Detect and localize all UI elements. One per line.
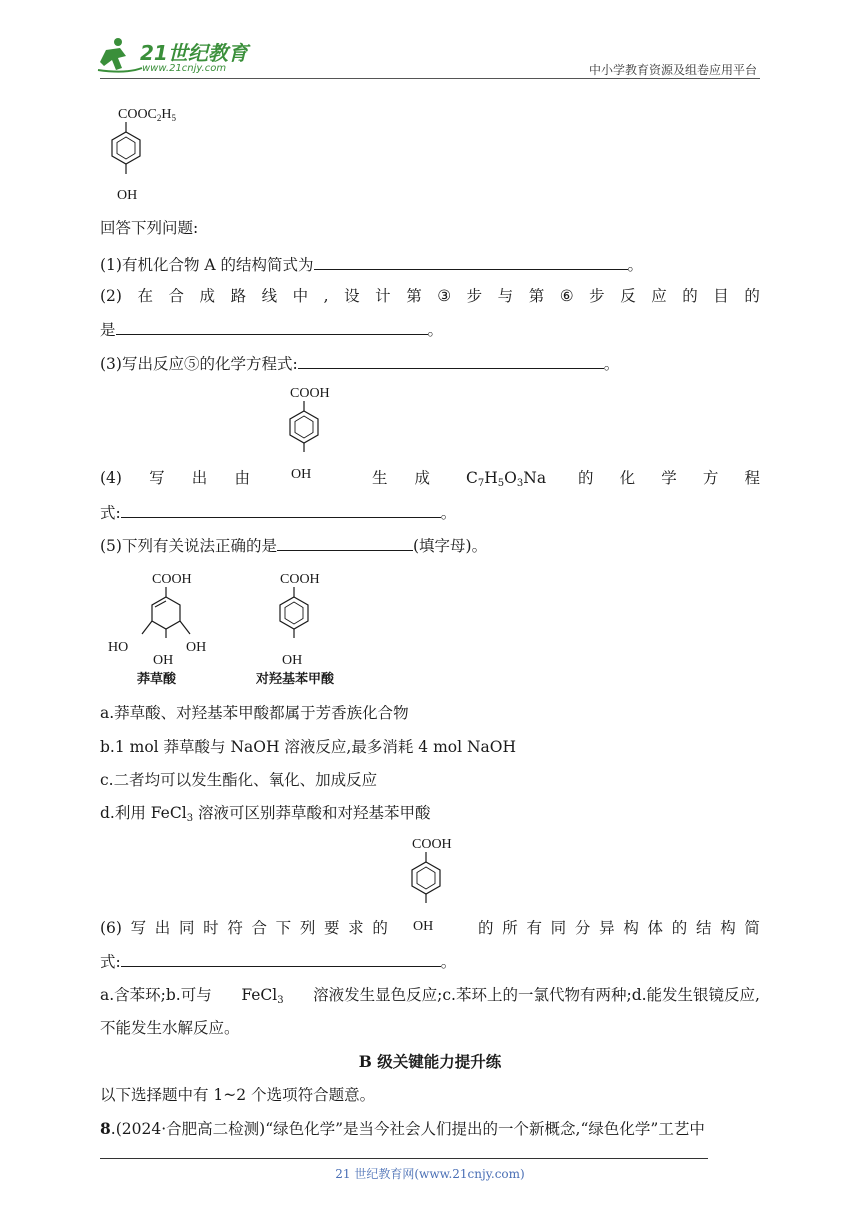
logo-text: 21世纪教育 [140, 41, 248, 65]
word: 时 [203, 919, 219, 937]
word: 的 [671, 919, 688, 937]
word: 在 [137, 287, 153, 305]
word: 的 [578, 469, 594, 487]
question-2-line2: 是 。 [100, 321, 444, 339]
option-b: b.1 mol 莽草酸与 NaOH 溶液反应,最多消耗 4 mol NaOH [100, 738, 517, 756]
word: 应 [651, 287, 667, 305]
word: 要 [324, 919, 340, 937]
answer-blank-2[interactable] [116, 319, 428, 335]
option-c: c.二者均可以发生酯化、氧化、加成反应 [100, 771, 378, 789]
word: 步 [589, 287, 605, 305]
logo-url: www.21cnjy.com [142, 63, 227, 74]
word: 构 [720, 919, 736, 937]
q4-hydroxybenzoic-acid-structure [282, 380, 352, 484]
word: (4) [100, 469, 122, 487]
question-2-line1 [100, 286, 760, 306]
word: 合 [168, 287, 185, 305]
word: 的 [682, 287, 698, 305]
word: 符 [227, 919, 243, 937]
word: 生 [372, 469, 388, 487]
word: 异 [599, 919, 615, 937]
word: 第 [406, 287, 422, 305]
word: 所 [502, 919, 518, 937]
oh-label: OH [117, 188, 138, 203]
word: 路 [230, 287, 247, 305]
word: 出 [191, 469, 208, 487]
question-5: (5)下列有关说法正确的是 (填字母)。 [100, 537, 488, 555]
word: 体 [647, 919, 664, 937]
caption-shikimic: 莽草酸 [137, 671, 177, 686]
word: 结 [695, 919, 712, 937]
word: 化 [619, 469, 636, 487]
q4-formula: $C_7H_5O_3Na$ [466, 469, 547, 489]
word: 成 [414, 469, 430, 487]
q4-words-3 [578, 468, 760, 488]
word: 同 [550, 919, 567, 937]
site-logo [96, 36, 266, 76]
answer-blank-4[interactable] [121, 502, 441, 518]
answer-blank-3[interactable] [298, 353, 604, 369]
ethyl-hydroxybenzoate-structure [104, 100, 204, 204]
hydroxybenzoic-acid-structure [254, 566, 364, 690]
word: 同 [178, 919, 195, 937]
footer-rule [100, 1158, 708, 1159]
svg-text:OH: OH [153, 653, 174, 668]
word: 第 [528, 287, 545, 305]
word: 写 [149, 469, 165, 487]
word: 线 [261, 287, 278, 305]
footer-text: 21 世纪教育网(www.21cnjy.com) [335, 1167, 525, 1181]
option-a: a.莽草酸、对羟基苯甲酸都属于芳香族化合物 [100, 704, 409, 722]
svg-text:HO: HO [108, 640, 129, 655]
word: 分 [574, 919, 591, 937]
selection-note: 以下选择题中有 1~2 个选项符合题意。 [100, 1086, 376, 1104]
q6-hydroxybenzoic-acid-structure [400, 832, 480, 936]
header-rule [100, 78, 760, 79]
answer-blank-6[interactable] [121, 951, 441, 967]
word: ⑥ [559, 287, 574, 305]
svg-text:OH: OH [186, 640, 207, 655]
platform-label: 中小学教育资源及组卷应用平台 [588, 63, 757, 77]
word: 出 [154, 919, 171, 937]
svg-text:OH: OH [413, 919, 434, 934]
intro-text: 回答下列问题: [100, 219, 199, 237]
word: 求 [348, 919, 364, 937]
word: ③ [437, 287, 452, 305]
caption-phba: 对羟基苯甲酸 [256, 671, 335, 686]
word: 有 [526, 919, 542, 937]
word: 程 [744, 469, 760, 487]
word: 计 [375, 287, 391, 305]
svg-text:COOH: COOH [412, 837, 452, 852]
word: 简 [744, 919, 760, 937]
question-8: 8.(2024·合肥高二检测)“绿色化学”是当今社会人们提出的一个新概念,“绿色化学”工艺中 [100, 1119, 705, 1138]
question-3: (3)写出反应⑤的化学方程式: 。 [100, 355, 620, 373]
word: 合 [251, 919, 267, 937]
answer-blank-5[interactable] [277, 535, 413, 551]
word: 设 [344, 287, 360, 305]
svg-text:COOH: COOH [280, 572, 320, 587]
ester-formula: $COOC_2H_5$ [118, 107, 177, 123]
option-d: d.利用 FeCl$_3$ 溶液可区别莽草酸和对羟基苯甲酸 [100, 804, 431, 824]
question-6-line2: 式: 。 [100, 953, 457, 971]
word: 构 [623, 919, 639, 937]
word: 的 [372, 919, 388, 937]
word: 写 [130, 919, 147, 937]
q4-words [100, 468, 250, 488]
word: 反 [620, 287, 636, 305]
word: 与 [497, 287, 514, 305]
word: 目 [713, 287, 729, 305]
word: 由 [234, 469, 250, 487]
word: 学 [661, 469, 677, 487]
answer-blank-1[interactable] [314, 254, 628, 270]
word: , [323, 287, 329, 305]
svg-text:OH: OH [282, 653, 303, 668]
svg-text:OH: OH [291, 467, 312, 482]
svg-text:COOH: COOH [290, 386, 330, 401]
word: 步 [466, 287, 483, 305]
shikimic-acid-structure [104, 566, 234, 690]
word: 中 [292, 287, 309, 305]
q6-words-2 [478, 918, 760, 938]
word: 方 [702, 469, 719, 487]
svg-text:COOH: COOH [152, 572, 192, 587]
question-4-line2: 式: 。 [100, 504, 457, 522]
word: (6) [100, 919, 122, 937]
word: 下 [275, 919, 292, 937]
word: 的 [478, 919, 494, 937]
word: 成 [199, 287, 216, 305]
word: 列 [299, 919, 316, 937]
section-b-heading: B 级关键能力提升练 [358, 1052, 502, 1071]
word: (2) [100, 287, 122, 305]
q4-words-2 [372, 468, 430, 488]
requirements-line2: 不能发生水解反应。 [100, 1019, 240, 1037]
requirements-line1: a.含苯环;b.可与 FeCl$_3$ 溶液发生显色反应;c.苯环上的一氯代物有两种;d.能发生银镜反应, [100, 986, 760, 1006]
question-1: (1)有机化合物 A 的结构简式为 。 [100, 256, 644, 274]
word: 的 [744, 287, 760, 305]
q6-words [100, 918, 388, 938]
